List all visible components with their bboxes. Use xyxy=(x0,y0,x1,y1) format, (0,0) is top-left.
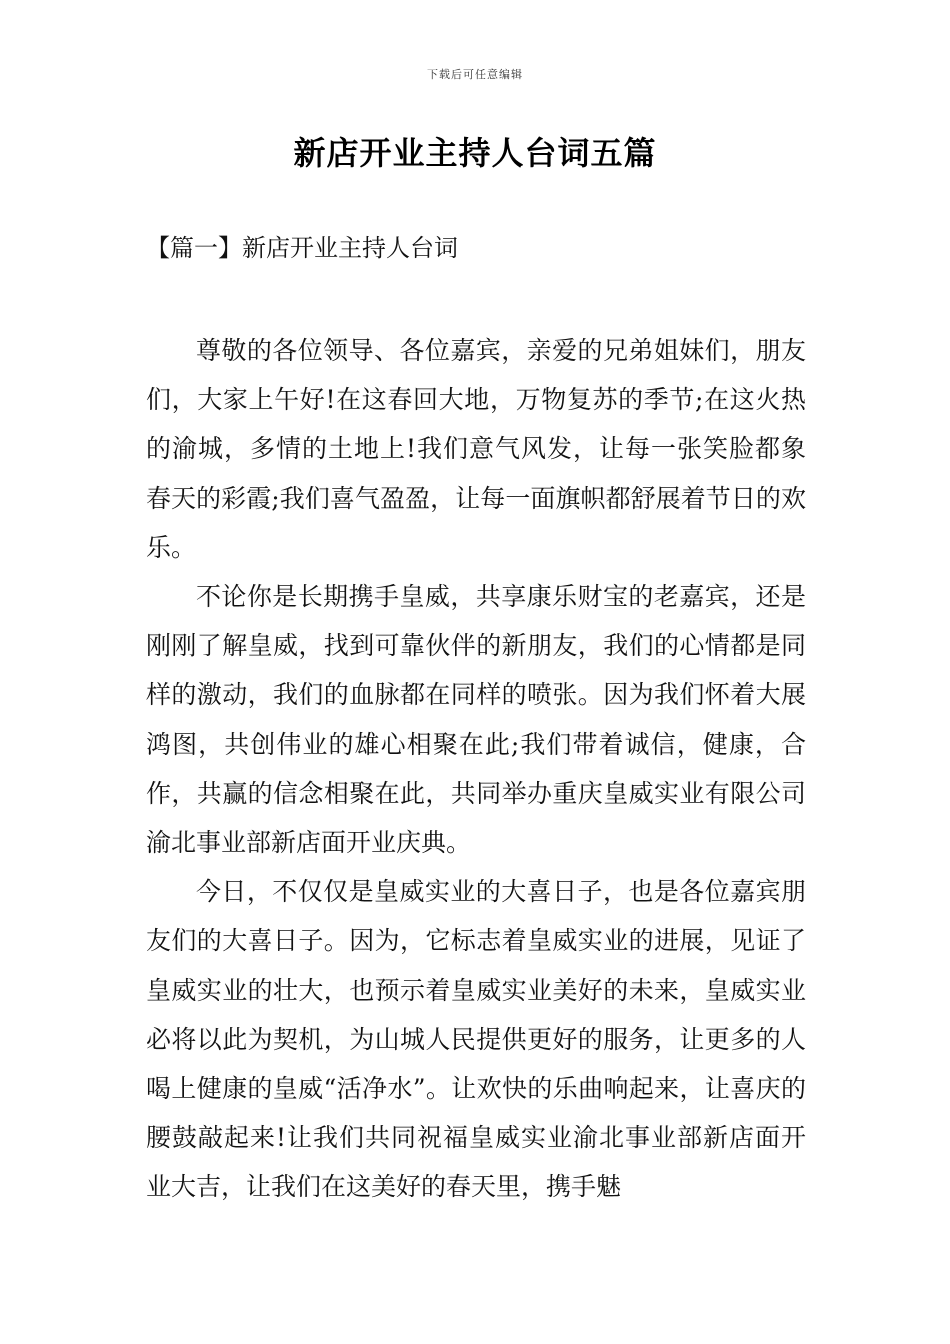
paragraph-1: 尊敬的各位领导、各位嘉宾，亲爱的兄弟姐妹们，朋友们，大家上午好!在这春回大地，万物复苏的季节;在这火热的渝城，多情的土地上!我们意气风发，让每一张笑脸都象春天的彩霞;我们喜气盈盈，让每一面旗帜都舒展着节日的欢乐。 xyxy=(146,336,806,562)
paragraph-2: 不论你是长期携手皇威，共享康乐财宝的老嘉宾，还是刚刚了解皇威，找到可靠伙伴的新朋友，我们的心情都是同样的激动，我们的血脉都在同样的喷张。因为我们怀着大展鸿图，共创伟业的雄心相聚在此;我们带着诚信，健康，合作，共赢的信念相聚在此，共同举办重庆皇威实业有限公司渝北事业部新店面开业庆典。 xyxy=(146,582,806,858)
section-heading: 【篇一】新店开业主持人台词 xyxy=(146,234,458,262)
header-note: 下载后可任意编辑 xyxy=(427,68,523,81)
paragraph-3: 今日，不仅仅是皇威实业的大喜日子，也是各位嘉宾朋友们的大喜日子。因为，它标志着皇威实业的进展，见证了皇威实业的壮大，也预示着皇威实业美好的未来，皇威实业必将以此为契机，为山城人民提供更好的服务，让更多的人喝上健康的皇威“活净水”。让欢快的乐曲响起来，让喜庆的腰鼓敲起来!让我们共同祝福皇威实业渝北事业部新店面开业大吉，让我们在这美好的春天里，携手魅 xyxy=(146,877,806,1202)
document-title: 新店开业主持人台词五篇 xyxy=(293,134,657,172)
body-text xyxy=(146,326,806,1212)
